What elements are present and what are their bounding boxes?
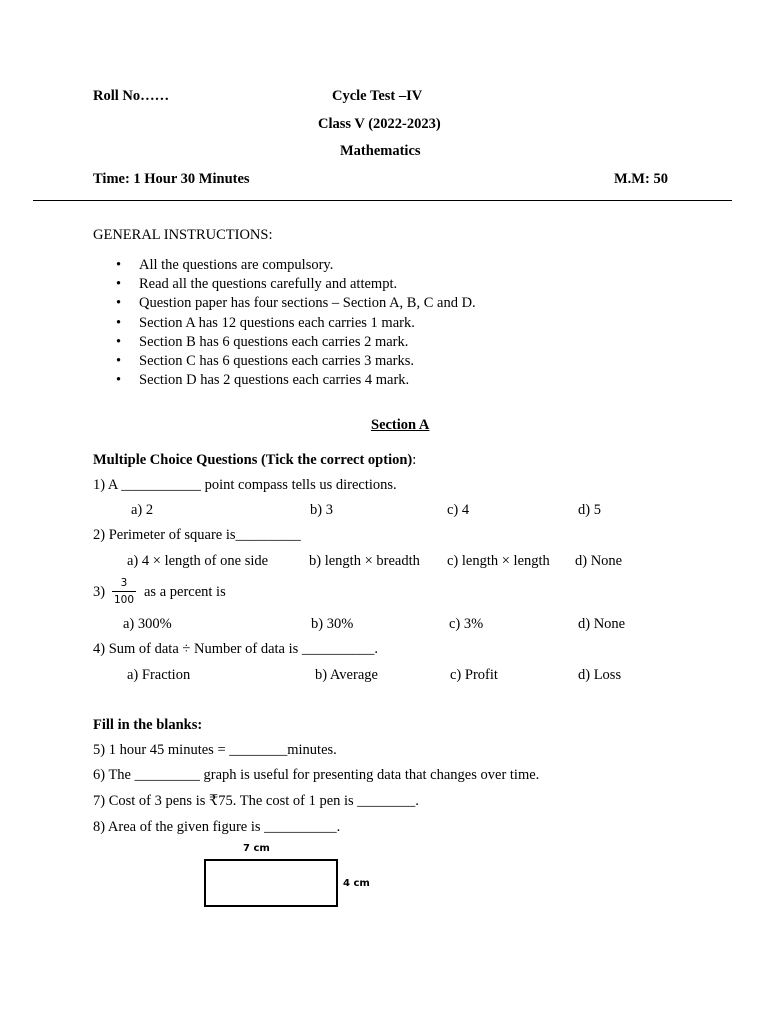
- q2-option-b: b) length × breadth: [309, 553, 420, 569]
- instructions-list: [116, 256, 476, 390]
- test-title: Cycle Test –IV: [332, 88, 423, 104]
- time-allowed: Time: 1 Hour 30 Minutes: [93, 171, 250, 187]
- q1-option-b: b) 3: [310, 502, 333, 518]
- roll-number: Roll No……: [93, 88, 170, 104]
- q2-option-d: d) None: [575, 553, 623, 569]
- list-item: • Section A has 12 questions each carries 1 mark.: [116, 314, 476, 333]
- bullet-icon: •: [116, 295, 122, 312]
- list-item: • All the questions are compulsory.: [116, 256, 476, 275]
- question-3-text: as a percent is: [144, 584, 226, 600]
- bullet-icon: •: [116, 276, 122, 293]
- q2-option-c: c) length × length: [447, 553, 550, 569]
- question-3-number: 3): [93, 584, 106, 600]
- q4-option-d: d) Loss: [578, 667, 622, 683]
- bullet-icon: •: [116, 372, 122, 389]
- list-item: • Question paper has four sections – Section A, B, C and D.: [116, 294, 476, 313]
- q3-option-b: b) 30%: [311, 616, 354, 632]
- q3-option-c: c) 3%: [449, 616, 484, 632]
- q4-option-b: b) Average: [315, 667, 378, 683]
- q1-option-d: d) 5: [578, 502, 601, 518]
- q3-option-d: d) None: [578, 616, 626, 632]
- question-5: 5) 1 hour 45 minutes = ________minutes.: [93, 742, 337, 758]
- maximum-marks: M.M: 50: [614, 171, 668, 187]
- fill-blanks-heading: Fill in the blanks:: [93, 717, 203, 733]
- mcq-heading: Multiple Choice Questions (Tick the correct option):: [93, 452, 417, 468]
- question-6: 6) The _________ graph is useful for presenting data that changes over time.: [93, 767, 540, 783]
- list-item: • Section B has 6 questions each carries 2 mark.: [116, 333, 476, 352]
- figure-height-label: 4 cm: [343, 878, 370, 889]
- q1-option-a: a) 2: [131, 502, 154, 518]
- question-2: 2) Perimeter of square is_________: [93, 527, 301, 543]
- question-7: 7) Cost of 3 pens is ₹75. The cost of 1 pen is ________.: [93, 793, 419, 809]
- list-item: • Read all the questions carefully and attempt.: [116, 275, 476, 294]
- bullet-icon: •: [116, 314, 122, 331]
- section-a-title: Section A: [371, 417, 430, 433]
- list-item: • Section C has 6 questions each carries 3 marks.: [116, 352, 476, 371]
- bullet-icon: •: [116, 257, 122, 273]
- class-line: Class V (2022-2023): [318, 116, 441, 132]
- header-divider: [33, 200, 732, 201]
- q4-option-c: c) Profit: [450, 667, 498, 683]
- rectangle-figure: [204, 859, 338, 907]
- question-1: 1) A ___________ point compass tells us directions.: [93, 477, 397, 493]
- fraction-3-over-100: 3 100: [113, 577, 135, 606]
- bullet-icon: •: [116, 333, 122, 350]
- subject-title: Mathematics: [340, 143, 421, 159]
- q1-option-c: c) 4: [447, 502, 470, 518]
- q3-option-a: a) 300%: [123, 616, 172, 632]
- q4-option-a: a) Fraction: [127, 667, 191, 683]
- instructions-heading: GENERAL INSTRUCTIONS:: [93, 227, 273, 243]
- question-8: 8) Area of the given figure is __________.: [93, 819, 341, 835]
- question-4: 4) Sum of data ÷ Number of data is __________.: [93, 641, 379, 657]
- list-item: • Section D has 2 questions each carries 4 mark.: [116, 371, 476, 390]
- q2-option-a: a) 4 × length of one side: [127, 553, 269, 569]
- bullet-icon: •: [116, 352, 122, 369]
- figure-width-label: 7 cm: [243, 843, 270, 854]
